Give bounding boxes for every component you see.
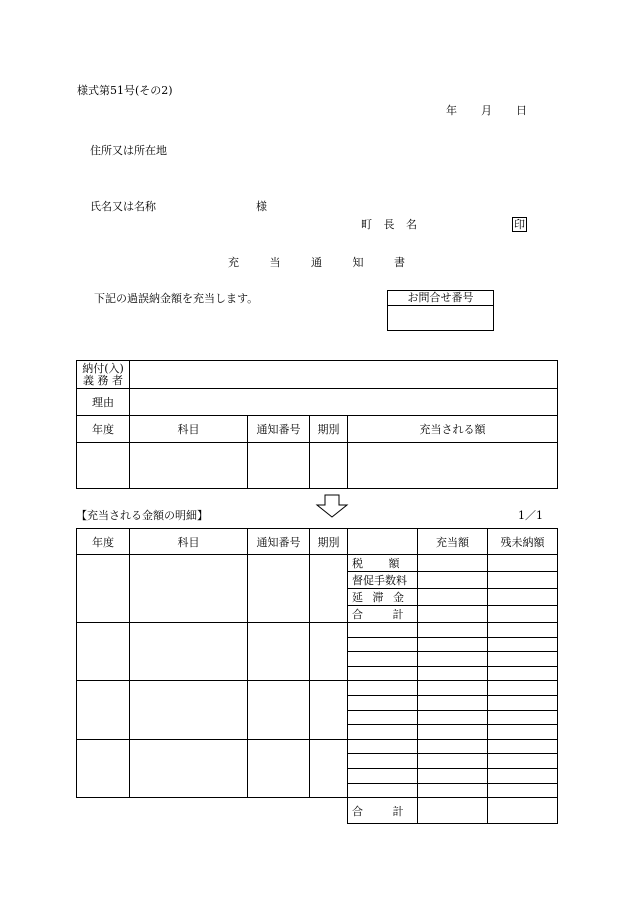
detail-item-label bbox=[348, 666, 418, 681]
detail-item-label bbox=[348, 555, 418, 572]
detail-cell-outstanding bbox=[488, 754, 558, 769]
detail-cell-charged bbox=[418, 725, 488, 740]
detail-item-label bbox=[348, 652, 418, 667]
detail-item-label bbox=[348, 606, 418, 623]
detail-header-outstanding: 残未納額 bbox=[488, 529, 558, 555]
detail-cell-charged bbox=[418, 695, 488, 710]
detail-cell-charged bbox=[418, 768, 488, 783]
detail-row bbox=[77, 681, 558, 696]
date-year-label: 年 bbox=[446, 104, 457, 117]
detail-header-item bbox=[348, 529, 418, 555]
address-label: 住所又は所在地 bbox=[90, 144, 167, 157]
form-number: 様式第51号(その2) bbox=[77, 84, 173, 97]
date-day-label: 日 bbox=[516, 104, 527, 117]
obligor-value bbox=[130, 361, 558, 389]
detail-cell-fiscal-year bbox=[77, 739, 130, 797]
detail-header-charged: 充当額 bbox=[418, 529, 488, 555]
page-indicator: 1／1 bbox=[518, 509, 543, 522]
detail-cell-outstanding bbox=[488, 589, 558, 606]
detail-cell-charged bbox=[418, 623, 488, 638]
detail-item-label bbox=[348, 710, 418, 725]
grand-total-label bbox=[348, 798, 418, 824]
detail-cell-subject bbox=[130, 739, 248, 797]
detail-cell-charged bbox=[418, 783, 488, 798]
header-period: 期別 bbox=[310, 416, 348, 443]
detail-cell-fiscal-year bbox=[77, 681, 130, 739]
detail-cell-charged bbox=[418, 572, 488, 589]
detail-row bbox=[77, 623, 558, 638]
document-title: 充 当 通 知 書 bbox=[228, 256, 405, 269]
detail-heading: 【充当される金額の明細】 bbox=[76, 509, 208, 522]
detail-cell-fiscal-year bbox=[77, 623, 130, 681]
mayor-label bbox=[361, 218, 417, 232]
detail-cell-outstanding bbox=[488, 572, 558, 589]
obligor-label-line1: 納付(入) bbox=[82, 361, 124, 375]
date-month-label: 月 bbox=[481, 104, 492, 117]
detail-table bbox=[76, 528, 558, 824]
cell-fiscal-year bbox=[77, 443, 130, 489]
detail-row bbox=[77, 739, 558, 754]
detail-cell-charged bbox=[418, 589, 488, 606]
detail-cell-charged bbox=[418, 739, 488, 754]
detail-cell-outstanding bbox=[488, 695, 558, 710]
detail-item-label-text: 税 額 bbox=[352, 557, 400, 570]
detail-cell-charged bbox=[418, 606, 488, 623]
header-subject: 科目 bbox=[130, 416, 248, 443]
detail-cell-period bbox=[310, 623, 348, 681]
detail-cell-notice-number bbox=[248, 623, 310, 681]
detail-cell-outstanding bbox=[488, 725, 558, 740]
detail-cell-notice-number bbox=[248, 739, 310, 797]
mayor-name-label: 町 長 名 bbox=[361, 218, 417, 231]
inquiry-box bbox=[387, 290, 494, 331]
reason-label: 理由 bbox=[77, 389, 130, 416]
seal-mark: 印 bbox=[514, 218, 525, 231]
cell-subject bbox=[130, 443, 248, 489]
detail-cell-period bbox=[310, 681, 348, 739]
obligor-label-line2: 義 務 者 bbox=[83, 373, 123, 387]
detail-header-period: 期別 bbox=[310, 529, 348, 555]
detail-item-label bbox=[348, 589, 418, 606]
detail-cell-outstanding bbox=[488, 637, 558, 652]
detail-cell-period bbox=[310, 555, 348, 623]
detail-cell-outstanding bbox=[488, 768, 558, 783]
grand-total-label-text: 合 計 bbox=[352, 804, 404, 818]
detail-cell-charged bbox=[418, 710, 488, 725]
notice-text: 下記の過誤納金額を充当します。 bbox=[94, 292, 259, 305]
detail-item-label-text: 延 滞 金 bbox=[352, 591, 406, 604]
detail-item-label bbox=[348, 695, 418, 710]
honorific: 様 bbox=[256, 200, 267, 213]
detail-item-label bbox=[348, 783, 418, 798]
detail-item-label-text: 督促手数料 bbox=[352, 574, 407, 587]
charge-summary-table bbox=[76, 360, 558, 489]
detail-cell-charged bbox=[418, 555, 488, 572]
reason-value bbox=[130, 389, 558, 416]
detail-item-label bbox=[348, 623, 418, 638]
down-arrow-icon bbox=[315, 494, 349, 518]
detail-cell-fiscal-year bbox=[77, 555, 130, 623]
detail-cell-outstanding bbox=[488, 666, 558, 681]
detail-item-label bbox=[348, 572, 418, 589]
detail-cell-notice-number bbox=[248, 555, 310, 623]
detail-cell-charged bbox=[418, 754, 488, 769]
detail-item-label bbox=[348, 768, 418, 783]
detail-cell-outstanding bbox=[488, 652, 558, 667]
inquiry-number-field bbox=[388, 306, 493, 330]
cell-amount-charged bbox=[348, 443, 558, 489]
obligor-label bbox=[77, 361, 130, 389]
detail-header-subject: 科目 bbox=[130, 529, 248, 555]
detail-cell-period bbox=[310, 739, 348, 797]
inquiry-label: お問合せ番号 bbox=[388, 291, 493, 306]
total-spacer bbox=[77, 798, 348, 824]
detail-row bbox=[77, 555, 558, 572]
detail-cell-outstanding bbox=[488, 681, 558, 696]
detail-cell-charged bbox=[418, 652, 488, 667]
detail-cell-subject bbox=[130, 623, 248, 681]
detail-item-label bbox=[348, 739, 418, 754]
detail-header-fiscal-year: 年度 bbox=[77, 529, 130, 555]
detail-cell-subject bbox=[130, 555, 248, 623]
detail-cell-outstanding bbox=[488, 555, 558, 572]
detail-item-label bbox=[348, 637, 418, 652]
header-amount-charged: 充当される額 bbox=[348, 416, 558, 443]
detail-cell-charged bbox=[418, 681, 488, 696]
grand-total-outstanding bbox=[488, 798, 558, 824]
detail-cell-charged bbox=[418, 637, 488, 652]
detail-item-label-text: 合 計 bbox=[352, 608, 404, 621]
detail-header-notice-number: 通知番号 bbox=[248, 529, 310, 555]
header-notice-number: 通知番号 bbox=[248, 416, 310, 443]
detail-cell-subject bbox=[130, 681, 248, 739]
cell-period bbox=[310, 443, 348, 489]
header-fiscal-year: 年度 bbox=[77, 416, 130, 443]
detail-cell-outstanding bbox=[488, 606, 558, 623]
detail-item-label bbox=[348, 725, 418, 740]
detail-item-label bbox=[348, 681, 418, 696]
detail-cell-outstanding bbox=[488, 783, 558, 798]
grand-total-charged bbox=[418, 798, 488, 824]
detail-cell-outstanding bbox=[488, 623, 558, 638]
detail-cell-charged bbox=[418, 666, 488, 681]
detail-item-label bbox=[348, 754, 418, 769]
detail-cell-outstanding bbox=[488, 710, 558, 725]
detail-cell-outstanding bbox=[488, 739, 558, 754]
detail-cell-notice-number bbox=[248, 681, 310, 739]
cell-notice-number bbox=[248, 443, 310, 489]
name-label: 氏名又は名称 bbox=[90, 200, 156, 213]
